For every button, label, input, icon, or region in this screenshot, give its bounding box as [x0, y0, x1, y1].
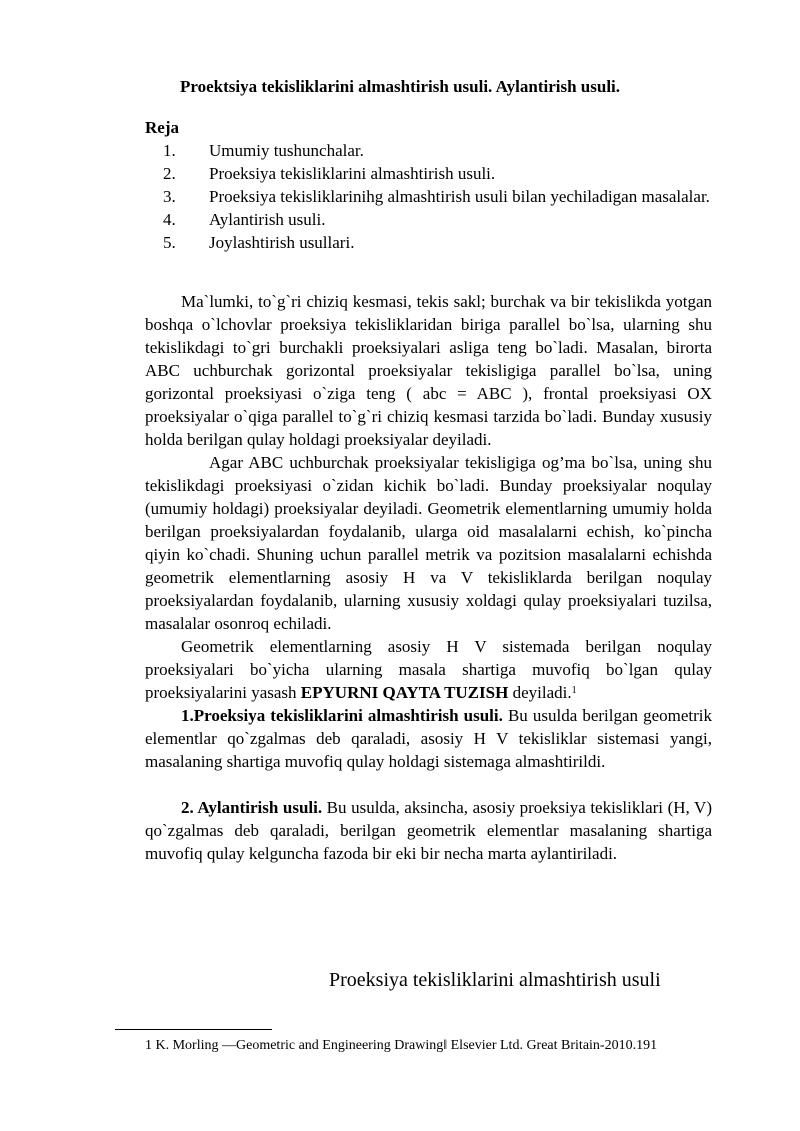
plan-item: [163, 139, 712, 162]
term-epyur: EPYURNI QAYTA TUZISH: [300, 683, 509, 702]
plan-item-text: Umumiy tushunchalar.: [209, 141, 364, 160]
plan-item-number: 1.: [163, 141, 176, 160]
plan-item-number: 3.: [163, 187, 176, 206]
paragraph-definition: [145, 635, 712, 704]
plan-heading: Reja: [145, 118, 179, 137]
footnote: 1 K. Morling ―Geometric and Engineering Drawing‖ Elsevier Ltd. Great Britain-2010.191: [145, 1038, 658, 1053]
plan-list: [163, 139, 712, 254]
method-2-text: Bu usulda, aksincha, asosiy proeksiya tekisliklari (H, V) qo`zgalmas deb qaraladi, berilgan geometrik elementlar masalaning shartiga muvofiq qulay kelguncha fazoda bir eki bir necha marta aylantiriladi.: [145, 798, 712, 863]
plan-item-number: 5.: [163, 233, 176, 252]
paragraph-definition-end: deyiladi.: [508, 683, 572, 702]
plan-item-number: 4.: [163, 210, 176, 229]
paragraph-oblique: Agar ABC uchburchak proeksiyalar tekisligiga og’ma bo`lsa, uning shu tekislikdagi proeksiyasi o`zidan kichik bo`ladi. Bunday proeksiyalar noqulay (umumiy holdagi) proeksiyalar deyiladi. Geometrik elementlarning umumiy holda berilgan proeksiyalardan foydalanib, ularga oid masalalarni echish, ko`pincha qiyin ko`chadi. Shuning uchun parallel metrik va pozitsion masalalarni echishda geometrik elementlarning asosiy H va V tekisliklarda berilgan noqulay proeksiyalardan foydalanib, ularning xususiy xoldagi qulay proeksiyalari tuzilsa, masalalar osonroq echiladi.: [145, 453, 712, 633]
plan-item-number: 2.: [163, 164, 176, 183]
footnote-divider: [115, 1029, 272, 1030]
paragraph-intro: Ma`lumki, to`g`ri chiziq kesmasi, tekis sakl; burchak va bir tekislikda yotgan boshqa o`lchovlar proeksiya tekisliklaridan biriga parallel bo`lsa, ularning shu tekislikdagi to`gri burchakli proeksiyalari asliga teng bo`ladi. Masalan, birorta ABC uchburchak gorizontal proeksiyalar tekisligiga parallel bo`lsa, uning gorizontal proeksiyasi o`ziga teng ( abc = ABC ), frontal proeksiyasi OX proeksiyalar o`qiga parallel to`g`ri chiziq kesmasi tarzida bo`ladi. Bunday xususiy holda berilgan qulay holdagi proeksiyalar deyiladi.: [145, 292, 712, 449]
paragraph-method-2: [145, 796, 712, 865]
method-1-heading: 1.Proeksiya tekisliklarini almashtirish usuli.: [181, 706, 503, 725]
section-subtitle: Proeksiya tekisliklarini almashtirish usuli: [329, 969, 661, 991]
plan-item-text: Joylashtirish usullari.: [209, 233, 355, 252]
plan-item-text: Aylantirish usuli.: [209, 210, 326, 229]
paragraph-definition-text: Geometrik elementlarning asosiy H V sistemada berilgan noqulay proeksiyalari bo`yicha ularning masala shartiga muvofiq bo`lgan qulay proeksiyalarini yasash: [145, 637, 712, 702]
plan-item-text: Proeksiya tekisliklarinihg almashtirish usuli bilan yechiladigan masalalar.: [209, 187, 710, 206]
paragraph-method-1: [145, 704, 712, 773]
body-text: [145, 290, 712, 865]
plan-item: [163, 185, 712, 208]
method-1-text: Bu usulda berilgan geometrik elementlar qo`zgalmas deb qaraladi, asosiy H V tekisliklar sistemasi yangi, masalaning shartiga muvofiq qulay holdagi sistemaga almashtirildi.: [145, 706, 713, 771]
plan-item: [163, 231, 712, 254]
plan-item: [163, 208, 712, 231]
plan-item: [163, 162, 712, 185]
footnote-ref: 1: [571, 685, 577, 696]
method-2-heading: 2. Aylantirish usuli.: [181, 798, 323, 817]
page-title: Proektsiya tekisliklarini almashtirish usuli. Aylantirish usuli.: [179, 77, 621, 96]
plan-item-text: Proeksiya tekisliklarini almashtirish usuli.: [209, 164, 496, 183]
